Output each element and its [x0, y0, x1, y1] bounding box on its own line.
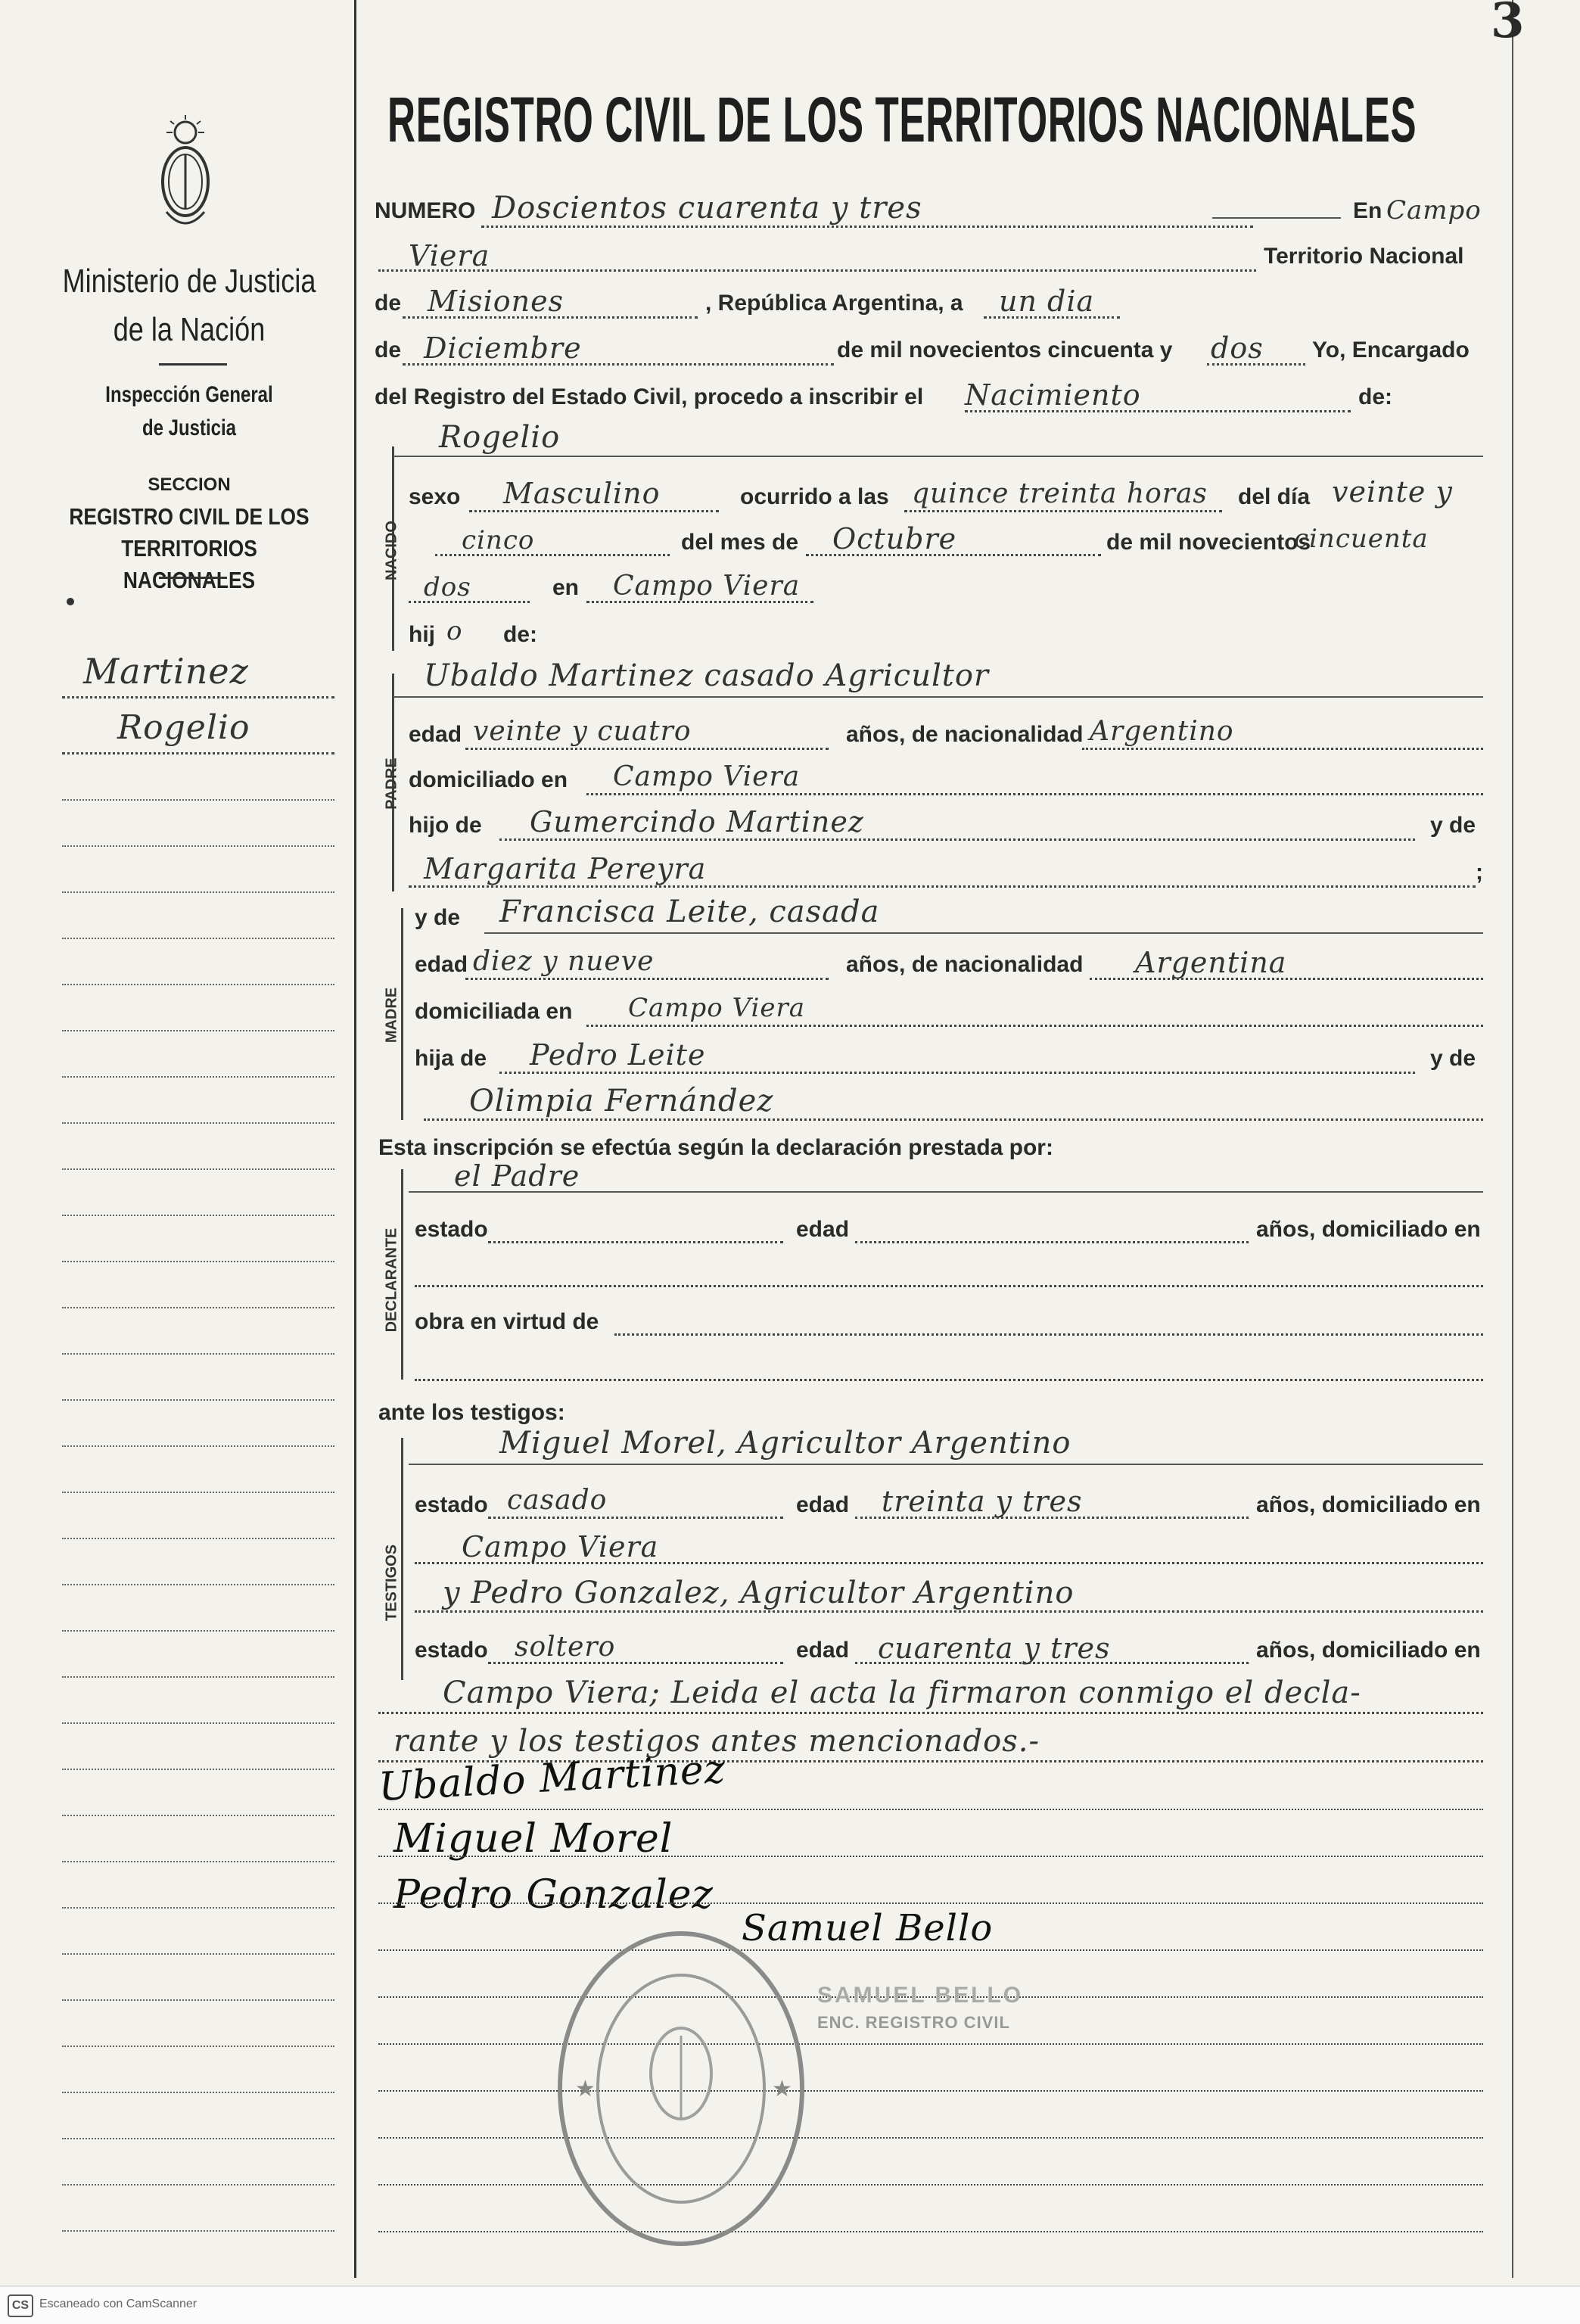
sidebar-ruled-line [62, 1630, 334, 1632]
t2-estado-line [488, 1662, 783, 1664]
declarante-obra-label: obra en virtud de [415, 1309, 599, 1334]
sidebar-ruled-line [62, 1584, 334, 1585]
de-label: de [375, 291, 402, 316]
testigo-2-line: y Pedro Gonzalez, Agricultor Argentino [443, 1576, 1075, 1610]
body-ruled-line [378, 2043, 1483, 2045]
madre-rule [484, 932, 1483, 934]
territory-value: Misiones [428, 285, 565, 318]
stamp-name: SAMUEL BELLO [817, 1983, 1024, 2008]
sidebar-ruled-line [62, 2138, 334, 2139]
sidebar-ministry [30, 257, 348, 354]
territory-line [403, 316, 698, 319]
year-label: de mil novecientos cincuenta y [837, 338, 1173, 362]
testigo-1-line: Miguel Morel, Agricultor Argentino [499, 1426, 1071, 1461]
t1-domic-line [415, 1562, 1483, 1564]
sidebar-ruled-line [62, 938, 334, 939]
t2-anos-label: años, domiciliado en [1256, 1638, 1481, 1663]
mes-line [806, 554, 1101, 556]
t1-anos-label: años, domiciliado en [1256, 1492, 1481, 1517]
padre-edad-value: veinte y cuatro [473, 716, 692, 747]
hour-value: quince treinta horas [912, 478, 1208, 509]
en-line-pre [1212, 217, 1341, 219]
coat-of-arms-icon [151, 114, 219, 235]
place-1: Campo [1386, 195, 1482, 226]
day-value: un dia [999, 285, 1095, 318]
padre-domic-label: domiciliado en [409, 767, 568, 792]
madre-nac-label: años, de nacionalidad [846, 952, 1084, 977]
sidebar-ruled-line [62, 1953, 334, 1955]
ocurrido-label: ocurrido a las [740, 484, 889, 509]
birth-year-line [409, 601, 530, 603]
camscanner-logo-icon: CS [8, 2294, 33, 2317]
sidebar-divider-2 [159, 577, 227, 579]
yo-label: Yo, Encargado [1312, 338, 1470, 362]
sidebar-ruled-line [62, 984, 334, 985]
body-ruled-line [378, 1949, 1483, 1951]
t1-edad: treinta y tres [882, 1485, 1083, 1518]
madre-y-de-2: y de [1430, 1046, 1476, 1071]
hijo-label: hij [409, 622, 435, 647]
madre-nac-line [1090, 978, 1483, 980]
testigos-tag: TESTIGOS [383, 1544, 400, 1622]
sidebar-ruled-line [62, 2230, 334, 2232]
madre-edad-line [465, 978, 829, 980]
sidebar-ruled-line [62, 1307, 334, 1308]
sidebar-ruled-line [62, 1076, 334, 1078]
sexo-value: Masculino [503, 477, 661, 510]
mes-value: Octubre [832, 522, 957, 555]
madre-line: Francisca Leite, casada [499, 894, 880, 929]
dia-value-2: cinco [462, 525, 535, 555]
mother-of-mother: Olimpia Fernández [469, 1084, 774, 1118]
declarante-edad-line [855, 1241, 1249, 1243]
madre-nac-value: Argentina [1135, 946, 1287, 979]
declarante-intro: Esta inscripción se efectúa según la declaración prestada por: [378, 1135, 1053, 1160]
sidebar-ruled-line [62, 845, 334, 847]
del-registro-label: del Registro del Estado Civil, procedo a inscribir el [375, 384, 924, 409]
birth-year-2: dos [424, 572, 471, 602]
declarante-estado-line [488, 1241, 783, 1243]
madre-edad-value: diez y nueve [473, 946, 655, 977]
child-name-line [393, 456, 1483, 457]
signature-4: Samuel Bello [742, 1907, 994, 1949]
footer-bar [0, 2285, 1580, 2324]
sidebar-ruled-line [62, 1168, 334, 1170]
t2-edad: cuarenta y tres [878, 1632, 1111, 1665]
padre-nac-label: años, de nacionalidad [846, 722, 1084, 747]
declarante-domic-line [415, 1285, 1483, 1287]
sidebar-ruled-line [62, 1815, 334, 1816]
numero-line [481, 226, 1253, 228]
sidebar-ruled-line [62, 1861, 334, 1862]
declarante-anos-label: años, domiciliado en [1256, 1217, 1481, 1242]
father-of-mother-line [499, 1072, 1415, 1074]
madre-domic-value: Campo Viera [628, 993, 806, 1023]
section-name-2: TERRITORIOS NACIONALES [121, 535, 257, 593]
svg-text:★: ★ [772, 2077, 792, 2102]
en-label: En [1353, 198, 1382, 223]
sexo-line [469, 510, 719, 512]
sidebar-ruled-line [62, 799, 334, 801]
sidebar-ruled-line [62, 2092, 334, 2093]
body-ruled-line [378, 1902, 1483, 1904]
month-line [403, 363, 834, 366]
sidebar-surname: Martinez [83, 651, 249, 692]
madre-edad-label: edad [415, 952, 468, 977]
page-number: 3 [1491, 0, 1525, 49]
declarante-estado-label: estado [415, 1217, 488, 1242]
madre-domic-label: domiciliada en [415, 999, 573, 1024]
body-ruled-line [378, 1856, 1483, 1857]
section-name-1: REGISTRO CIVIL DE LOS [69, 503, 309, 530]
t1-estado-line [488, 1517, 783, 1519]
inspection-line-1: Inspección General [105, 382, 273, 407]
t1-estado-label: estado [415, 1492, 488, 1517]
de-label-2: de [375, 338, 402, 362]
declarante-obra-line [614, 1333, 1483, 1336]
padre-line: Ubaldo Martinez casado Agricultor [424, 658, 990, 693]
father-of-father: Gumercindo Martinez [530, 805, 864, 838]
sidebar-inspection [30, 378, 348, 445]
del-mes-label: del mes de [681, 530, 799, 555]
sidebar-ruled-line [62, 1492, 334, 1493]
t2-edad-line [855, 1662, 1249, 1664]
right-margin-line [1512, 0, 1513, 2278]
sidebar-given-line [62, 752, 334, 754]
signature-2: Miguel Morel [393, 1816, 673, 1862]
en-label-2: en [552, 575, 580, 600]
hour-line [904, 510, 1222, 512]
year-value: dos [1211, 331, 1264, 365]
territorio-label: Territorio Nacional [1264, 244, 1464, 269]
t2-edad-label: edad [796, 1638, 850, 1663]
official-seal-icon [552, 1922, 810, 2255]
mother-of-mother-line [424, 1118, 1483, 1121]
body-ruled-line [378, 2137, 1483, 2139]
declarante-tag: DECLARANTE [383, 1227, 400, 1333]
sexo-label: sexo [409, 484, 461, 509]
mil-label: de mil novecientos [1106, 530, 1311, 555]
madre-hija-de-label: hija de [415, 1046, 487, 1071]
testigo-2-rule [415, 1610, 1483, 1613]
padre-nac-line [1082, 748, 1483, 750]
sidebar-surname-line [62, 696, 334, 698]
padre-hijo-de-label: hijo de [409, 813, 482, 838]
padre-domic-value: Campo Viera [613, 761, 801, 792]
republica-label: , República Argentina, a [705, 291, 963, 316]
sidebar-separator [354, 0, 356, 2278]
sidebar-ruled-line [62, 1215, 334, 1216]
testigos-intro: ante los testigos: [378, 1400, 565, 1425]
father-of-mother: Pedro Leite [530, 1038, 706, 1072]
padre-rule [393, 696, 1483, 698]
body-ruled-line [378, 2231, 1483, 2232]
mother-of-father-line [409, 885, 1476, 888]
padre-edad-line [465, 748, 829, 750]
sidebar-divider-1 [159, 363, 227, 366]
svg-text:★: ★ [575, 2077, 596, 2102]
padre-domic-line [586, 793, 1483, 795]
padre-semicolon: ; [1476, 860, 1483, 885]
closing-line-1: Campo Viera; Leida el acta la firmaron conmigo el decla- [443, 1675, 1361, 1710]
numero-value: Doscientos cuarenta y tres [492, 191, 922, 226]
t2-estado-label: estado [415, 1638, 488, 1663]
t1-edad-line [855, 1517, 1249, 1519]
body-ruled-line [378, 2090, 1483, 2092]
signature-1: Ubaldo Martinez [377, 1747, 727, 1810]
act-type-line [965, 410, 1351, 412]
year-line [1207, 363, 1305, 366]
declarante-bar [401, 1169, 403, 1380]
sidebar-ruled-line [62, 1445, 334, 1447]
dia-line-2 [435, 554, 670, 556]
closing-line-1-rule [378, 1712, 1483, 1714]
declarante-edad-label: edad [796, 1217, 850, 1242]
birth-year-1: cincuenta [1294, 524, 1429, 554]
hijo-suffix: o [446, 616, 463, 646]
ministry-line-1: Ministerio de Justicia [62, 263, 316, 300]
declarante-rule [409, 1191, 1483, 1193]
sidebar-ruled-line [62, 1261, 334, 1262]
act-type-value: Nacimiento [965, 378, 1141, 412]
place-2: Viera [409, 239, 490, 272]
inspection-line-2: de Justicia [142, 415, 237, 440]
sidebar-ruled-line [62, 891, 334, 893]
sidebar-ruled-line [62, 1676, 334, 1678]
signature-3: Pedro Gonzalez [393, 1872, 714, 1918]
declarante-obra-line-2 [415, 1379, 1483, 1381]
padre-nac-value: Argentino [1090, 716, 1234, 747]
sidebar-ruled-line [62, 2046, 334, 2047]
padre-tag: PADRE [383, 758, 400, 810]
nacido-tag: NACIDO [383, 521, 400, 580]
sidebar-ruled-line [62, 1769, 334, 1770]
sidebar-ruled-line [62, 1907, 334, 1909]
body-ruled-line [378, 1809, 1483, 1810]
numero-label: NUMERO [375, 198, 476, 223]
de-colon: de: [1358, 384, 1392, 409]
father-of-father-line [499, 838, 1415, 841]
page-title: REGISTRO CIVIL DE LOS TERRITORIOS NACIONALES [387, 84, 1417, 155]
body-ruled-line [378, 2184, 1483, 2186]
dia-value-1: veinte y [1332, 475, 1453, 509]
sidebar-ruled-line [62, 1122, 334, 1124]
mother-of-father: Margarita Pereyra [424, 852, 707, 885]
birth-place: Campo Viera [613, 571, 801, 602]
section-label: SECCION [148, 474, 231, 495]
madre-y-de: y de [415, 905, 461, 930]
footer-text: Escaneado con CamScanner [39, 2298, 198, 2310]
child-name: Rogelio [439, 420, 561, 455]
t1-edad-label: edad [796, 1492, 850, 1517]
padre-edad-label: edad [409, 722, 462, 747]
testigos-bar [401, 1438, 403, 1680]
place-2-line [378, 269, 1256, 272]
sidebar-ruled-line [62, 2184, 334, 2186]
stamp-role: ENC. REGISTRO CIVIL [817, 2013, 1010, 2032]
madre-bar [401, 908, 403, 1120]
sidebar-ruled-line [62, 1030, 334, 1031]
month-value: Diciembre [424, 331, 582, 365]
t2-estado: soltero [515, 1632, 616, 1663]
declarante-value: el Padre [454, 1159, 580, 1193]
sidebar-ruled-line [62, 1999, 334, 2001]
madre-domic-line [586, 1025, 1483, 1027]
birth-place-line [586, 601, 813, 603]
ministry-line-2: de la Nación [113, 311, 266, 348]
sidebar-ruled-line [62, 1353, 334, 1355]
madre-tag: MADRE [383, 987, 400, 1044]
testigo-1-rule [409, 1464, 1483, 1465]
sidebar-ruled-line [62, 1399, 334, 1401]
closing-line-2: rante y los testigos antes mencionados.- [393, 1724, 1040, 1759]
hijo-de: de: [503, 622, 537, 647]
sidebar-ruled-line [62, 1538, 334, 1539]
sidebar-given-name: Rogelio [117, 708, 250, 747]
sidebar-ruled-line [62, 1722, 334, 1724]
t1-estado: casado [507, 1485, 608, 1516]
t1-domic: Campo Viera [462, 1530, 659, 1563]
del-dia-label: del día [1238, 484, 1311, 509]
day-line [984, 316, 1120, 319]
sidebar-bullet [67, 598, 74, 605]
padre-y-de: y de [1430, 813, 1476, 838]
